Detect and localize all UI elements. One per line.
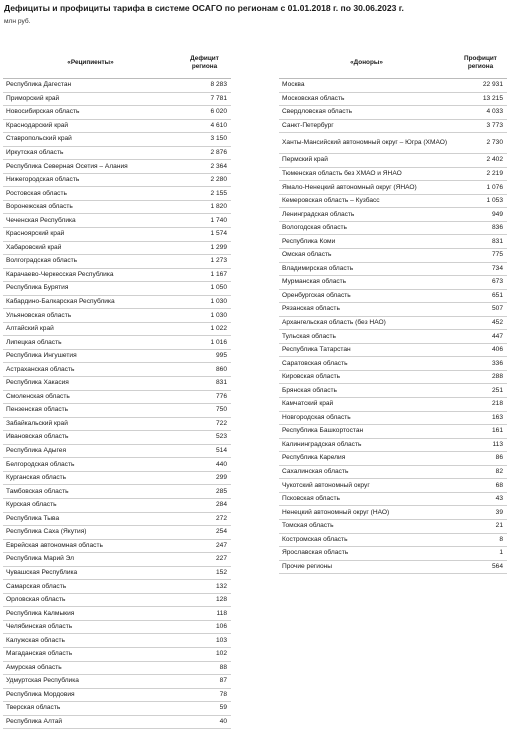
region-name: Астраханская область: [3, 363, 178, 377]
region-name: Саратовская область: [279, 357, 454, 371]
donors-table-row: [279, 533, 507, 547]
recipients-table-row: [3, 661, 231, 675]
region-value: 102: [178, 647, 231, 661]
region-value: 82: [454, 465, 507, 479]
donors-table-row: [279, 92, 507, 106]
region-name: Московская область: [279, 92, 454, 106]
donors-table-row: [279, 79, 507, 93]
region-name: Амурская область: [3, 661, 178, 675]
region-name: Архангельская область (без НАО): [279, 316, 454, 330]
region-name: Республика Бурятия: [3, 282, 178, 296]
region-name: Хабаровский край: [3, 241, 178, 255]
recipients-table-row: [3, 431, 231, 445]
region-value: 218: [454, 398, 507, 412]
recipients-table-row: [3, 146, 231, 160]
donors-table-row: [279, 398, 507, 412]
region-name: Республика Адыгея: [3, 444, 178, 458]
region-name: Республика Алтай: [3, 715, 178, 729]
region-name: Чувашская Республика: [3, 566, 178, 580]
region-value: 722: [178, 417, 231, 431]
region-value: 564: [454, 560, 507, 574]
region-value: 113: [454, 438, 507, 452]
region-name: Республика Саха (Якутия): [3, 526, 178, 540]
region-name: Волгоградская область: [3, 255, 178, 269]
donors-table-row: [279, 370, 507, 384]
region-value: 299: [178, 471, 231, 485]
donors-header-row: [279, 48, 507, 79]
recipients-table-row: [3, 390, 231, 404]
recipients-table-body: [3, 79, 231, 729]
region-name: Республика Карелия: [279, 452, 454, 466]
region-value: 1: [454, 547, 507, 561]
region-value: 860: [178, 363, 231, 377]
recipients-table-row: [3, 404, 231, 418]
recipients-table-row: [3, 607, 231, 621]
region-name: Приморский край: [3, 92, 178, 106]
region-value: 39: [454, 506, 507, 520]
region-name: Ивановская область: [3, 431, 178, 445]
recipients-table-row: [3, 498, 231, 512]
region-name: Чукотский автономный округ: [279, 479, 454, 493]
region-name: Сахалинская область: [279, 465, 454, 479]
donors-table-row: [279, 465, 507, 479]
recipients-table-row: [3, 566, 231, 580]
region-value: 251: [454, 384, 507, 398]
region-value: 22 931: [454, 79, 507, 93]
region-value: 59: [178, 702, 231, 716]
region-value: 1 820: [178, 200, 231, 214]
region-value: 336: [454, 357, 507, 371]
region-name: Мурманская область: [279, 276, 454, 290]
region-value: 3 150: [178, 133, 231, 147]
region-value: 118: [178, 607, 231, 621]
recipients-table-row: [3, 512, 231, 526]
region-name: Калининградская область: [279, 438, 454, 452]
region-value: 507: [454, 303, 507, 317]
donors-table-row: [279, 303, 507, 317]
region-name: Карачаево-Черкесская Республика: [3, 268, 178, 282]
page-title: Дефициты и профициты тарифа в системе ОСАГО по регионам с 01.01.2018 г. по 30.06.2023 г.: [4, 3, 404, 13]
region-value: 523: [178, 431, 231, 445]
region-name: Кемеровская область – Кузбасс: [279, 194, 454, 208]
region-value: 1 016: [178, 336, 231, 350]
region-name: Республика Татарстан: [279, 343, 454, 357]
donors-table-row: [279, 492, 507, 506]
region-name: Ставропольский край: [3, 133, 178, 147]
region-name: Республика Тыва: [3, 512, 178, 526]
recipients-table-row: [3, 620, 231, 634]
region-name: Алтайский край: [3, 322, 178, 336]
region-value: 673: [454, 276, 507, 290]
region-value: 1 740: [178, 214, 231, 228]
region-name: Магаданская область: [3, 647, 178, 661]
region-name: Калужская область: [3, 634, 178, 648]
region-value: 831: [178, 377, 231, 391]
region-value: 43: [454, 492, 507, 506]
donors-table-row: [279, 106, 507, 120]
region-name: Псковская область: [279, 492, 454, 506]
region-name: Тверская область: [3, 702, 178, 716]
region-name: Белгородская область: [3, 458, 178, 472]
region-name: Ханты-Мансийский автономный округ – Югра (ХМАО): [279, 133, 454, 154]
recipients-table-row: [3, 309, 231, 323]
donors-table-row: [279, 411, 507, 425]
recipients-table-row: [3, 580, 231, 594]
region-name: Прочие регионы: [279, 560, 454, 574]
donors-table-row: [279, 262, 507, 276]
region-value: 21: [454, 519, 507, 533]
region-value: 750: [178, 404, 231, 418]
recipients-table-row: [3, 92, 231, 106]
recipients-table-row: [3, 675, 231, 689]
region-value: 2 219: [454, 167, 507, 181]
region-name: Свердловская область: [279, 106, 454, 120]
recipients-table-row: [3, 119, 231, 133]
region-value: 6 020: [178, 106, 231, 120]
recipients-table-row: [3, 647, 231, 661]
recipients-table-row: [3, 79, 231, 93]
donors-table-row: [279, 438, 507, 452]
region-name: Пензенская область: [3, 404, 178, 418]
region-value: 4 610: [178, 119, 231, 133]
region-value: 284: [178, 498, 231, 512]
region-value: 2 402: [454, 154, 507, 168]
region-name: Курганская область: [3, 471, 178, 485]
region-value: 227: [178, 553, 231, 567]
recipients-table-row: [3, 106, 231, 120]
region-name: Республика Хакасия: [3, 377, 178, 391]
region-value: 68: [454, 479, 507, 493]
region-name: Рязанская область: [279, 303, 454, 317]
region-value: 440: [178, 458, 231, 472]
region-value: 775: [454, 249, 507, 263]
region-name: Красноярский край: [3, 228, 178, 242]
region-value: 776: [178, 390, 231, 404]
donors-table-row: [279, 547, 507, 561]
donors-table: [279, 48, 507, 574]
region-name: Воронежская область: [3, 200, 178, 214]
region-value: 285: [178, 485, 231, 499]
region-value: 734: [454, 262, 507, 276]
donors-table-row: [279, 249, 507, 263]
recipients-table-row: [3, 282, 231, 296]
region-name: Краснодарский край: [3, 119, 178, 133]
recipients-table-row: [3, 200, 231, 214]
region-name: Орловская область: [3, 593, 178, 607]
recipients-table-row: [3, 363, 231, 377]
region-value: 2 730: [454, 133, 507, 154]
region-value: 452: [454, 316, 507, 330]
region-value: 128: [178, 593, 231, 607]
donors-table-row: [279, 181, 507, 195]
recipients-table-row: [3, 417, 231, 431]
region-value: 87: [178, 675, 231, 689]
region-value: 78: [178, 688, 231, 702]
donors-table-row: [279, 316, 507, 330]
donors-header-name: «Доноры»: [279, 48, 454, 79]
donors-table-row: [279, 519, 507, 533]
region-value: 995: [178, 349, 231, 363]
recipients-table-row: [3, 377, 231, 391]
region-name: Республика Дагестан: [3, 79, 178, 93]
region-name: Тамбовская область: [3, 485, 178, 499]
region-value: 1 299: [178, 241, 231, 255]
region-name: Республика Мордовия: [3, 688, 178, 702]
region-value: 161: [454, 425, 507, 439]
region-name: Челябинская область: [3, 620, 178, 634]
region-name: Курская область: [3, 498, 178, 512]
region-value: 2 876: [178, 146, 231, 160]
region-value: 288: [454, 370, 507, 384]
region-name: Санкт-Петербург: [279, 119, 454, 133]
recipients-table-row: [3, 526, 231, 540]
region-name: Новосибирская область: [3, 106, 178, 120]
region-value: 88: [178, 661, 231, 675]
region-value: 831: [454, 235, 507, 249]
region-name: Пермский край: [279, 154, 454, 168]
region-name: Смоленская область: [3, 390, 178, 404]
region-name: Республика Коми: [279, 235, 454, 249]
region-value: 406: [454, 343, 507, 357]
donors-header-value: Профицит региона: [454, 48, 507, 79]
donors-table-row: [279, 208, 507, 222]
region-name: Ненецкий автономный округ (НАО): [279, 506, 454, 520]
region-name: Удмуртская Республика: [3, 675, 178, 689]
recipients-table: [3, 48, 231, 729]
recipients-table-row: [3, 228, 231, 242]
region-name: Новгородская область: [279, 411, 454, 425]
region-name: Нижегородская область: [3, 173, 178, 187]
region-name: Республика Марий Эл: [3, 553, 178, 567]
region-value: 1 053: [454, 194, 507, 208]
units-label: млн руб.: [4, 18, 31, 25]
donors-table-row: [279, 560, 507, 574]
region-value: 247: [178, 539, 231, 553]
region-value: 103: [178, 634, 231, 648]
donors-table-row: [279, 452, 507, 466]
donors-table-row: [279, 119, 507, 133]
region-value: 447: [454, 330, 507, 344]
recipients-table-row: [3, 322, 231, 336]
recipients-table-row: [3, 336, 231, 350]
region-name: Ямало-Ненецкий автономный округ (ЯНАО): [279, 181, 454, 195]
region-value: 1 167: [178, 268, 231, 282]
region-name: Ульяновская область: [3, 309, 178, 323]
donors-table-row: [279, 289, 507, 303]
region-name: Республика Северная Осетия – Алания: [3, 160, 178, 174]
region-name: Еврейская автономная область: [3, 539, 178, 553]
region-value: 40: [178, 715, 231, 729]
recipients-table-row: [3, 702, 231, 716]
recipients-table-row: [3, 214, 231, 228]
recipients-header-row: [3, 48, 231, 79]
region-name: Иркутская область: [3, 146, 178, 160]
donors-table-row: [279, 167, 507, 181]
recipients-table-row: [3, 187, 231, 201]
recipients-table-row: [3, 471, 231, 485]
donors-table-row: [279, 235, 507, 249]
recipients-table-row: [3, 458, 231, 472]
region-value: 651: [454, 289, 507, 303]
recipients-table-row: [3, 715, 231, 729]
region-value: 514: [178, 444, 231, 458]
region-name: Чеченская Республика: [3, 214, 178, 228]
region-name: Республика Калмыкия: [3, 607, 178, 621]
region-value: 1 030: [178, 295, 231, 309]
donors-table-row: [279, 384, 507, 398]
region-value: 2 155: [178, 187, 231, 201]
region-value: 1 050: [178, 282, 231, 296]
recipients-table-row: [3, 485, 231, 499]
donors-table-row: [279, 479, 507, 493]
region-name: Томская область: [279, 519, 454, 533]
donors-table-row: [279, 343, 507, 357]
recipients-table-row: [3, 634, 231, 648]
region-value: 13 215: [454, 92, 507, 106]
region-name: Тульская область: [279, 330, 454, 344]
region-value: 4 033: [454, 106, 507, 120]
recipients-table-row: [3, 593, 231, 607]
region-value: 1 076: [454, 181, 507, 195]
donors-table-row: [279, 425, 507, 439]
region-name: Камчатский край: [279, 398, 454, 412]
region-name: Ленинградская область: [279, 208, 454, 222]
region-value: 7 781: [178, 92, 231, 106]
recipients-table-row: [3, 539, 231, 553]
region-name: Владимирская область: [279, 262, 454, 276]
region-value: 163: [454, 411, 507, 425]
region-name: Республика Башкортостан: [279, 425, 454, 439]
region-name: Ростовская область: [3, 187, 178, 201]
recipients-table-row: [3, 268, 231, 282]
region-value: 1 273: [178, 255, 231, 269]
recipients-header-value: Дефицит региона: [178, 48, 231, 79]
region-name: Республика Ингушетия: [3, 349, 178, 363]
donors-table-row: [279, 221, 507, 235]
region-name: Кабардино-Балкарская Республика: [3, 295, 178, 309]
region-value: 836: [454, 221, 507, 235]
region-value: 152: [178, 566, 231, 580]
recipients-table-row: [3, 133, 231, 147]
recipients-table-row: [3, 241, 231, 255]
donors-table-row: [279, 194, 507, 208]
donors-table-row: [279, 276, 507, 290]
recipients-table-row: [3, 553, 231, 567]
region-value: 2 364: [178, 160, 231, 174]
region-name: Самарская область: [3, 580, 178, 594]
recipients-table-row: [3, 255, 231, 269]
region-name: Костромская область: [279, 533, 454, 547]
recipients-table-row: [3, 173, 231, 187]
region-name: Омская область: [279, 249, 454, 263]
donors-table-row: [279, 506, 507, 520]
region-value: 1 574: [178, 228, 231, 242]
donors-table-row: [279, 330, 507, 344]
recipients-table-row: [3, 160, 231, 174]
recipients-table-row: [3, 295, 231, 309]
region-name: Москва: [279, 79, 454, 93]
region-name: Липецкая область: [3, 336, 178, 350]
recipients-table-row: [3, 444, 231, 458]
region-value: 132: [178, 580, 231, 594]
region-value: 106: [178, 620, 231, 634]
donors-table-row: [279, 133, 507, 154]
region-name: Брянская область: [279, 384, 454, 398]
region-name: Забайкальский край: [3, 417, 178, 431]
region-value: 1 030: [178, 309, 231, 323]
donors-table-row: [279, 154, 507, 168]
region-value: 272: [178, 512, 231, 526]
donors-table-body: [279, 79, 507, 574]
region-value: 3 773: [454, 119, 507, 133]
region-name: Ярославская область: [279, 547, 454, 561]
recipients-table-row: [3, 688, 231, 702]
region-name: Кировская область: [279, 370, 454, 384]
donors-table-row: [279, 357, 507, 371]
region-name: Оренбургская область: [279, 289, 454, 303]
region-value: 1 022: [178, 322, 231, 336]
region-value: 949: [454, 208, 507, 222]
region-value: 8: [454, 533, 507, 547]
region-name: Вологодская область: [279, 221, 454, 235]
region-value: 8 283: [178, 79, 231, 93]
recipients-table-row: [3, 349, 231, 363]
recipients-header-name: «Реципиенты»: [3, 48, 178, 79]
region-value: 254: [178, 526, 231, 540]
region-value: 86: [454, 452, 507, 466]
region-value: 2 280: [178, 173, 231, 187]
region-name: Тюменская область без ХМАО и ЯНАО: [279, 167, 454, 181]
